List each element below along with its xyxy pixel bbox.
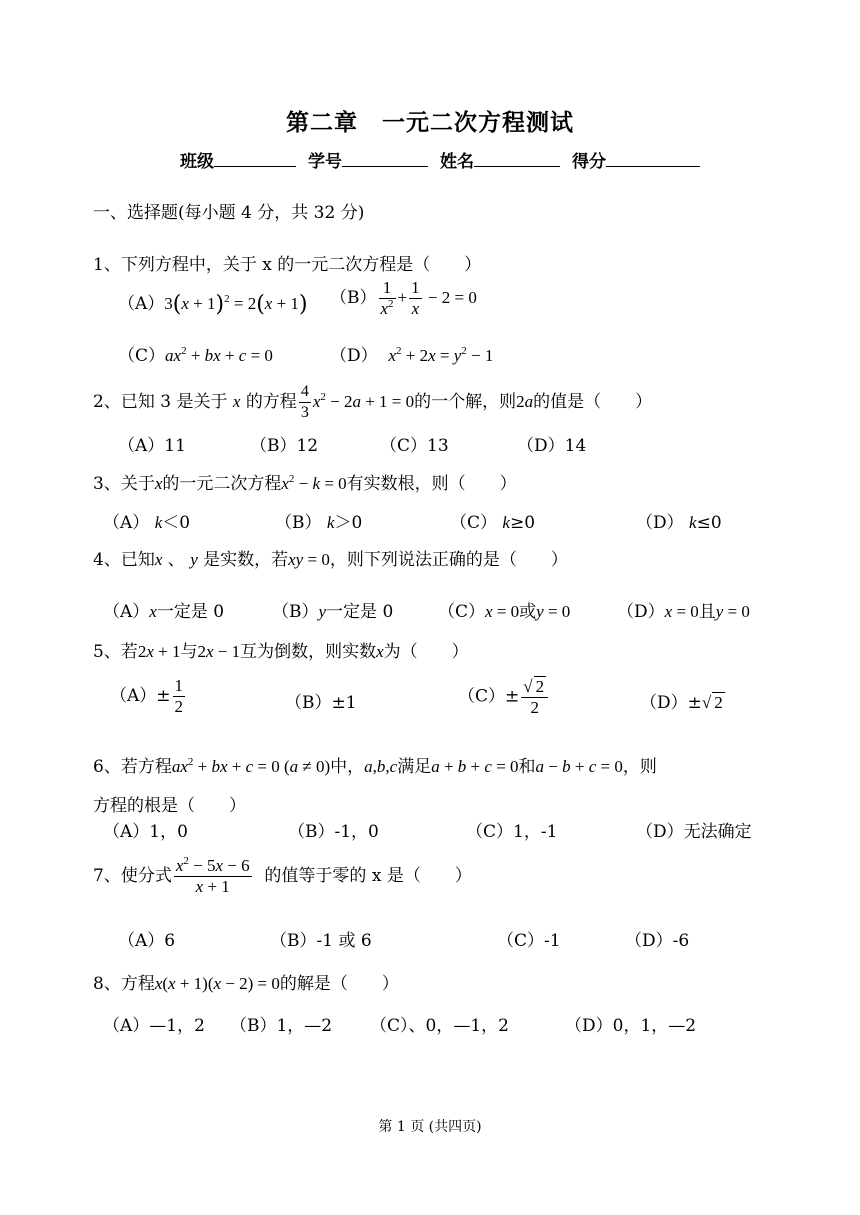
stem-text: 6、若方程 — [93, 757, 172, 777]
option-label: （A） — [103, 513, 150, 533]
stem-text: 5、若 — [93, 642, 138, 662]
question-6-option-c: （C）1，-1 — [466, 822, 558, 842]
option-relation: ＜0 — [162, 513, 191, 533]
question-1-stem: 1、下列方程中，关于 x 的一元二次方程是（ ） — [93, 255, 482, 275]
stem-text: 为（ ） — [383, 642, 469, 662]
stem-text: 4、已知 — [93, 550, 155, 570]
option-text: 一定是 0 — [326, 602, 394, 622]
question-3-option-c: （C） k≥0 — [450, 513, 536, 533]
option-label: （C）± — [458, 686, 520, 707]
question-2-option-d: （D）14 — [517, 436, 587, 456]
question-2-option-c: （C）13 — [380, 436, 449, 456]
question-1-option-c: $(C)ax^2$ + bx + c = 0 — [118, 345, 273, 366]
question-4-option-b: （B）y一定是 0 — [272, 602, 394, 622]
stem-text: 的解是（ ） — [279, 974, 399, 994]
option-relation: ≥0 — [509, 513, 536, 533]
question-6-stem: 6、若方程$ax^2$ + bx + c = 0 (a ≠ 0)中，a,b,c满足a + b + c = 0和a − b + c = 0，则 — [93, 756, 657, 777]
name-label: 姓名 — [440, 152, 474, 172]
student-no-label: 学号 — [308, 152, 342, 172]
question-5-option-b: （B）±1 — [285, 693, 357, 713]
class-blank[interactable] — [214, 152, 296, 167]
question-8-option-b: （B）1，—2 — [230, 1016, 333, 1036]
option-text: 且 — [698, 602, 716, 622]
option-label: （A）± — [110, 686, 171, 706]
question-3-option-b: （B） k＞0 — [275, 513, 363, 533]
stem-text: 、 — [167, 550, 185, 570]
question-1-option-b: （B） $\frac{1}{x^2}$ + $\frac{1}{x}$ − 2 = 0 — [330, 278, 477, 318]
stem-text: 的值是（ ） — [533, 392, 653, 412]
stem-text: 和 — [518, 757, 536, 777]
question-1-option-d: （D） $x^2 + 2x = y^2 - 1$ — [330, 345, 494, 366]
question-2-option-a: （A）11 — [118, 436, 186, 456]
question-6-stem-line2: 方程的根是（ ） — [93, 796, 246, 816]
stem-text: 与 — [180, 642, 198, 662]
question-6-option-d: （D）无法确定 — [636, 822, 752, 842]
stem-text: ，则 — [622, 757, 657, 777]
question-4-stem: 4、已知x 、 y 是实数，若xy = 0，则下列说法正确的是（ ） — [93, 550, 568, 570]
option-label: （C） — [450, 513, 498, 533]
option-label: （C） — [438, 602, 486, 622]
question-6-option-a: （A）1，0 — [103, 822, 188, 842]
question-7-stem: 7、使分式 $\frac{x^2 - 5x - 6}{x + 1}$ 的值等于零的 x 是（ ） — [93, 855, 472, 896]
question-8-option-a: （A）—1，2 — [103, 1016, 205, 1036]
stem-text: 的值等于零的 x 是（ ） — [264, 866, 472, 886]
question-4-option-d: （D）x = 0且y = 0 — [617, 602, 750, 622]
stem-text: 2、已知 3 是关于 — [93, 392, 228, 412]
stem-text: 的一个解，则 — [414, 392, 517, 412]
question-3-stem: 3、关于x的一元二次方程$x^2 - k = 0$有实数根，则（ ） — [93, 473, 517, 494]
stem-text: 3、关于 — [93, 474, 155, 494]
question-4-option-a: （A）x一定是 0 — [103, 602, 225, 622]
option-label: （C） — [118, 346, 166, 366]
option-relation: ≤0 — [696, 513, 722, 533]
stem-text: 满足 — [397, 757, 432, 777]
option-label: （D） — [636, 513, 684, 533]
student-info-line — [180, 147, 700, 172]
name-blank[interactable] — [474, 152, 560, 167]
option-text: 或 — [519, 602, 537, 622]
section-heading: 一、选择题(每小题 4 分，共 32 分) — [93, 203, 365, 223]
question-6-option-b: （B）-1，0 — [288, 822, 379, 842]
question-7-option-c: （C）-1 — [497, 931, 561, 951]
question-3-option-d: （D） k≤0 — [636, 513, 722, 533]
question-4-option-c: （C）x = 0或y = 0 — [438, 602, 571, 622]
question-2-stem: 2、已知 3 是关于 x 的方程 $\frac{4}{3}$ $x^2 - 2a + 1 = 0$的一个解，则2a的值是（ ） — [93, 383, 653, 421]
question-7-option-d: （D）-6 — [625, 931, 690, 951]
option-label: （A） — [103, 602, 150, 622]
stem-text: 有实数根，则（ ） — [346, 474, 517, 494]
option-label: （B） — [275, 513, 322, 533]
option-label: （D） — [330, 346, 378, 366]
stem-text: 的方程 — [245, 392, 297, 412]
question-5-option-d: （D）±√ 2 — [640, 693, 723, 713]
stem-text: 中， — [330, 757, 365, 777]
stem-text: 7、使分式 — [93, 866, 172, 886]
option-label: （D） — [617, 602, 665, 622]
question-8-option-c: （C）、0，—1，2 — [370, 1016, 509, 1036]
stem-text: 是实数，若 — [203, 550, 289, 570]
stem-text: 的一元二次方程 — [162, 474, 282, 494]
question-7-option-a: （A）6 — [118, 931, 176, 951]
question-8-option-d: （D）0，1，—2 — [565, 1016, 697, 1036]
question-5-option-c: （C）± $\frac{√ 2}{2}$ — [458, 676, 550, 718]
stem-text: ，则下列说法正确的是（ ） — [329, 550, 568, 570]
question-7-option-b: （B）-1 或 6 — [270, 931, 372, 951]
question-3-option-a: （A） k＜0 — [103, 513, 191, 533]
option-text: 一定是 0 — [156, 602, 225, 622]
question-8-stem: 8、方程x(x + 1)(x − 2) = 0的解是（ ） — [93, 974, 399, 994]
option-label: （B） — [330, 288, 377, 308]
question-5-stem: 5、若2x + 1与2x − 1互为倒数，则实数x为（ ） — [93, 642, 469, 662]
class-label: 班级 — [180, 152, 214, 172]
score-label: 得分 — [572, 152, 606, 172]
option-label: （B） — [272, 602, 319, 622]
question-1-option-a: $(A)3(x + 1)^2 = 2(x + 1)$ — [118, 292, 308, 317]
question-5-option-a: （A）± $\frac{1}{2}$ — [110, 676, 184, 716]
option-label: （A） — [118, 294, 165, 314]
stem-text: 8、方程 — [93, 974, 155, 994]
score-blank[interactable] — [606, 152, 700, 167]
page-footer: 第 1 页 (共四页) — [378, 1119, 482, 1135]
option-label: （D）± — [640, 693, 702, 713]
page-title: 第二章 一元二次方程测试 — [286, 109, 574, 136]
stem-text: 互为倒数，则实数 — [240, 642, 377, 662]
option-relation: ＞0 — [334, 513, 363, 533]
student-no-blank[interactable] — [342, 152, 428, 167]
question-2-option-b: （B）12 — [250, 436, 319, 456]
